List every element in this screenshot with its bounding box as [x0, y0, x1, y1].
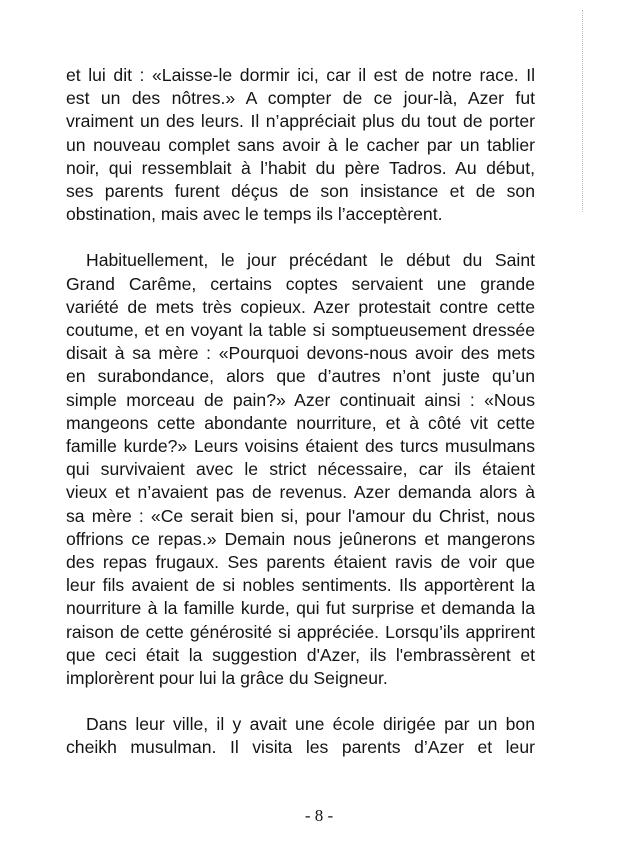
text-line: simple morceau de pain?» Azer continuait ainsi : «Nous: [66, 389, 535, 410]
text-line: variété de mets très copieux. Azer protestait contre cette: [66, 296, 535, 317]
text-line: cheikh musulman. Il visita les parents d’Azer et leur: [66, 737, 535, 758]
text-line: nourriture à la famille kurde, qui fut surprise et demanda la: [66, 598, 535, 619]
text-line: que ceci était la suggestion d'Azer, ils l'embrassèrent et: [66, 644, 535, 665]
page-body: [66, 64, 535, 760]
paragraph-2: [66, 249, 535, 690]
text-line: noir, qui ressemblait à l’habit du père Tadros. Au début,: [66, 157, 535, 178]
text-line: en surabondance, alors que d’autres n’ont juste qu’un: [66, 366, 535, 387]
text-line: disait à sa mère : «Pourquoi devons-nous avoir des mets: [66, 343, 535, 364]
text-line: ses parents furent déçus de son insistance et de son: [66, 181, 535, 202]
text-line: leur fils avaient de si nobles sentiments. Ils apportèrent la: [66, 575, 535, 596]
text-line: vraiment un des leurs. Il n’appréciait plus du tout de porter: [66, 111, 535, 132]
text-line: Habituellement, le jour précédant le début du Saint: [86, 250, 535, 271]
text-line: vieux et n’avaient pas de revenus. Azer demanda alors à: [66, 482, 535, 503]
text-line: mangeons cette abondante nourriture, et à côté vit cette: [66, 412, 535, 433]
text-line: raison de cette générosité si appréciée. Lorsqu’ils apprirent: [66, 621, 535, 642]
scan-edge-line: [582, 10, 583, 212]
text-line: et lui dit : «Laisse-le dormir ici, car il est de notre race. Il: [66, 65, 535, 85]
page-number: - 8 -: [304, 806, 334, 825]
text-line: coutume, et en voyant la table si somptueusement dressée: [66, 320, 535, 341]
text-line: famille kurde?» Leurs voisins étaient des turcs musulmans: [66, 436, 535, 457]
text-line: Dans leur ville, il y avait une école dirigée par un bon: [86, 714, 535, 735]
text-line: obstination, mais avec le temps ils l’acceptèrent.: [66, 204, 443, 225]
text-line: Grand Carême, certains coptes servaient une grande: [66, 273, 535, 294]
text-line: implorèrent pour lui la grâce du Seigneur.: [66, 668, 388, 689]
text-line: offrions ce repas.» Demain nous jeûnerons et mangerons: [66, 528, 535, 549]
text-line: qui survivaient avec le strict nécessaire, car ils étaient: [66, 459, 535, 480]
text-line: un nouveau complet sans avoir à le cacher par un tablier: [66, 134, 535, 155]
text-line: sa mère : «Ce serait bien si, pour l'amour du Christ, nous: [66, 505, 535, 526]
text-line: est un des nôtres.» A compter de ce jour-là, Azer fut: [66, 88, 535, 109]
paragraph-1: [66, 64, 535, 226]
text-line: des repas frugaux. Ses parents étaient ravis de voir que: [66, 552, 535, 573]
paragraph-3: [66, 713, 535, 759]
